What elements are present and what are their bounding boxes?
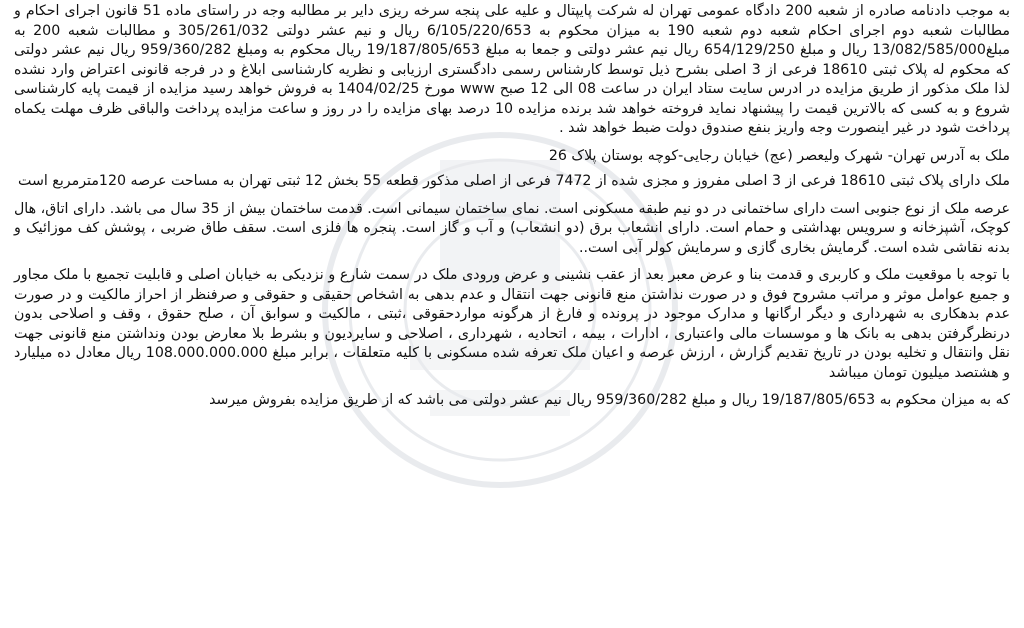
paragraph-property-address: ملک به آدرس تهران- شهرک ولیعصر (عج) خیابان رجایی-کوچه بوستان پلاک 26 <box>548 147 1010 164</box>
paragraph-auction-ruling: به موجب دادنامه صادره از شعبه 200 دادگاه عمومی تهران له شرکت پایپتال و علیه علی پنجه سرخه ریزی دایر بر مطالبه وجه در راستای ماده 51 قانون اجرای احکام و مطالبات شعبه دوم اجرای احکام شعبه دوم شعبه 190 به میزان محکوم به 6/105/220/653 ریال و نیم عشر دولتی 305/261/032 و مطالبات شعبه 200 به مبلغ13/082/585/000 ریال و مبلغ 654/129/250 ریال نیم عشر دولتی و جمعا به مبلغ 19/187/805/653 ریال محکوم به ومبلغ 959/360/282 ریال نیم عشر دولتی که محکوم له پلاک ثبتی 18610 فرعی از 3 اصلی بشرح ذیل توسط کارشناس رسمی دادگستری ارزیابی و نظریه کارشناسی ابلاغ و در فرجه قانونی اعتراض وارد نشده لذا ملک مذکور از طریق مزایده در ادرس سایت ستاد ایران در ساعت 08 الی 12 صبح www مورخ 1404/02/25 به فروش خواهد رسید مزایده از قیمت پایه کارشناسی شروع و به کسی که بالاترین قیمت را پیشنهاد نماید فروخته خواهد شد برنده مزایده 10 درصد بهای مزایده را در روز و ساعت مزایده پرداخت والباقی ظرف مهلت یکماه پرداخت شود در غیر اینصورت وجه واریز بنفع صندوق دولت ضبط خواهد شد . <box>14 3 1011 136</box>
paragraph-summary: که به میزان محکوم به 19/187/805/653 ریال و مبلغ 959/360/282 ریال نیم عشر دولتی می باشد که از طریق مزایده بفروش میرسد <box>209 392 1010 408</box>
paragraph-building-description: عرصه ملک از نوع جنوبی است دارای ساختمانی در دو نیم طبقه مسکونی است. نمای ساختمان سیمانی است. قدمت ساختمان بیش از 35 سال می باشد. دارای اتاق، هال کوچک، آشپزخانه و سرویس بهداشتی و حمام است. دارای انشعاب برق (دو انشعاب) و آب و گاز است. پنجره ها فلزی است. سقف طاق ضربی ، پوشش کف موزائیک و بدنه نقاشی شده است. گرمایش بخاری گازی و سرمایش کولر آبی است.. <box>14 200 1010 256</box>
paragraph-registration: ملک دارای پلاک ثبتی 18610 فرعی از 3 اصلی مفروز و مجزی شده از 7472 فرعی از اصلی مذکور قطعه 55 بخش 12 ثبتی تهران به مساحت عرصه 120مترمربع است <box>18 173 1010 189</box>
paragraph-valuation: با توجه با موقعیت ملک و کاربری و قدمت بنا و عرض معبر بعد از عقب نشینی و عرض ورودی ملک در سمت شارع و نزدیکی به خیابان اصلی و قابلیت تجمیع با ملک مجاور و جمیع عوامل موثر و مراتب مشروح فوق و در صورت نداشتن منع قانونی جهت انتقال و عدم بدهی به اشخاص حقیقی و حقوقی و صرفنظر از احراز مالکیت و در صورت عدم بدهکاری به شهرداری و دیگر ارگانها و مدارک موجود در پرونده و فارغ از هرگونه مواردحقوقی ،ثبتی ، مالکیت و سوابق آن ، صلح حقوق ، وقف و اصلاحی بدون درنظرگرفتن بدهی به بانک ها و موسسات مالی واعتباری ، ادارات ، بیمه ، اتحادیه ، شهرداری ، اصلاحی و سایردیون و بشرط بلا معارض بودن ونداشتن منع قانونی جهت نقل وانتقال و تخلیه بودن در تاریخ تقدیم گزارش ، ارزش عرصه و اعیان ملک تعرفه شده مسکونی با کلیه متعلقات ، برابر مبلغ 108.000.000.000 ریال معادل ده میلیارد و هشتصد میلیون تومان میباشد <box>14 267 1010 381</box>
